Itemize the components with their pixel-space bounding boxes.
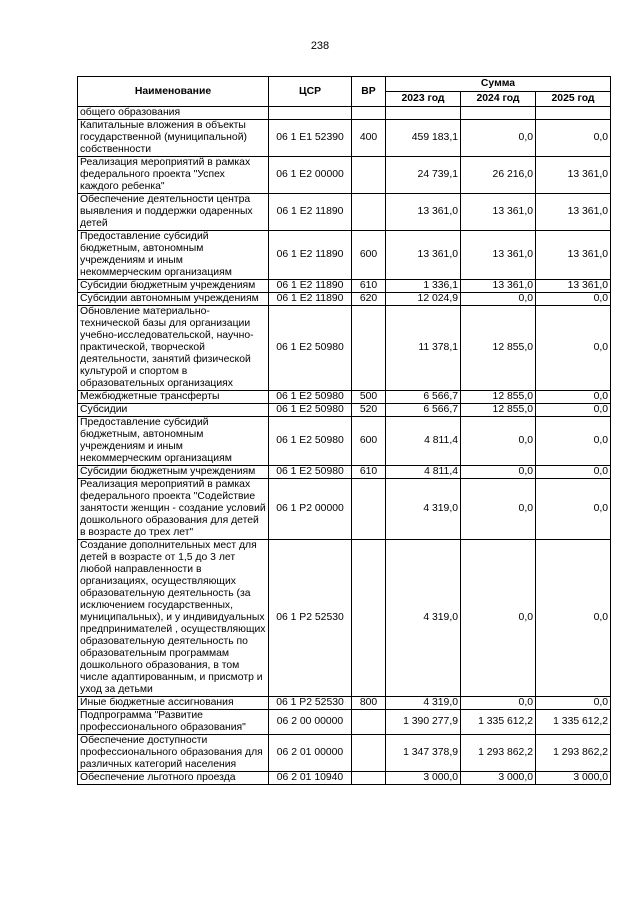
row-csr: 06 1 E2 50980 [269,391,352,404]
row-value-2025: 0,0 [536,120,611,157]
row-name: Подпрограмма "Развитие профессионального образования" [78,710,269,735]
header-sum: Сумма [386,77,611,92]
table-row [78,735,611,772]
row-value-2025: 1 293 862,2 [536,735,611,772]
table-row [78,540,611,697]
row-value-2025 [536,107,611,120]
table-row [78,710,611,735]
table-row [78,479,611,540]
row-value-2025: 13 361,0 [536,280,611,293]
row-vr: 520 [352,404,386,417]
table-row [78,697,611,710]
table-row [78,157,611,194]
table-row [78,772,611,785]
table-row [78,194,611,231]
row-value-2023: 6 566,7 [386,391,461,404]
row-csr: 06 1 P2 00000 [269,479,352,540]
budget-table [77,76,611,785]
row-name: Субсидии [78,404,269,417]
row-value-2023: 4 319,0 [386,479,461,540]
row-vr: 800 [352,697,386,710]
row-vr [352,540,386,697]
row-value-2025: 0,0 [536,466,611,479]
row-vr [352,194,386,231]
table-row [78,417,611,466]
row-value-2024: 12 855,0 [461,306,536,391]
row-value-2023: 3 000,0 [386,772,461,785]
row-value-2023: 12 024,9 [386,293,461,306]
header-name: Наименование [78,77,269,107]
row-value-2024: 12 855,0 [461,404,536,417]
row-value-2023: 13 361,0 [386,194,461,231]
table-header [78,77,611,107]
row-value-2024: 13 361,0 [461,194,536,231]
row-name: Предоставление субсидий бюджетным, автономным учреждениям и иным некоммерческим организациям [78,231,269,280]
row-name: Обновление материально-технической базы для организации учебно-исследовательской, научно-практической, творческой деятельности, занятий физической культурой и спортом в образовательных организациях [78,306,269,391]
row-value-2023: 6 566,7 [386,404,461,417]
row-csr: 06 1 E1 52390 [269,120,352,157]
row-value-2024: 0,0 [461,293,536,306]
row-value-2024: 12 855,0 [461,391,536,404]
row-value-2023: 4 811,4 [386,417,461,466]
row-csr: 06 1 P2 52530 [269,697,352,710]
row-value-2025: 0,0 [536,540,611,697]
row-value-2023: 4 319,0 [386,540,461,697]
row-value-2025: 0,0 [536,697,611,710]
row-vr [352,157,386,194]
table-row [78,293,611,306]
row-vr [352,710,386,735]
row-value-2025: 0,0 [536,306,611,391]
header-vr: ВР [352,77,386,107]
row-value-2024: 1 335 612,2 [461,710,536,735]
row-csr: 06 1 P2 52530 [269,540,352,697]
row-value-2024: 13 361,0 [461,231,536,280]
row-csr: 06 2 01 10940 [269,772,352,785]
row-name: Реализация мероприятий в рамках федерального проекта "Успех каждого ребенка" [78,157,269,194]
table-row [78,391,611,404]
row-value-2023: 11 378,1 [386,306,461,391]
row-value-2023: 4 811,4 [386,466,461,479]
row-value-2024 [461,107,536,120]
row-csr: 06 1 E2 11890 [269,231,352,280]
row-vr: 500 [352,391,386,404]
row-value-2024: 3 000,0 [461,772,536,785]
row-csr: 06 1 E2 50980 [269,417,352,466]
row-vr: 600 [352,417,386,466]
row-value-2025: 1 335 612,2 [536,710,611,735]
row-value-2025: 13 361,0 [536,194,611,231]
table-row [78,231,611,280]
row-vr [352,735,386,772]
row-name: Капитальные вложения в объекты государственной (муниципальной) собственности [78,120,269,157]
row-vr: 400 [352,120,386,157]
row-vr: 620 [352,293,386,306]
row-value-2025: 13 361,0 [536,231,611,280]
row-value-2024: 0,0 [461,417,536,466]
row-vr [352,306,386,391]
row-value-2025: 0,0 [536,293,611,306]
row-value-2025: 3 000,0 [536,772,611,785]
table-row [78,280,611,293]
row-vr [352,107,386,120]
row-value-2024: 0,0 [461,120,536,157]
row-csr: 06 1 E2 11890 [269,194,352,231]
table-row [78,306,611,391]
row-vr: 600 [352,231,386,280]
row-name: Субсидии автономным учреждениям [78,293,269,306]
row-value-2023 [386,107,461,120]
row-value-2025: 0,0 [536,391,611,404]
table-body [78,107,611,785]
header-year-2024: 2024 год [461,92,536,107]
row-vr: 610 [352,280,386,293]
row-csr [269,107,352,120]
row-csr: 06 2 01 00000 [269,735,352,772]
table-row [78,120,611,157]
row-value-2025: 0,0 [536,417,611,466]
header-csr: ЦСР [269,77,352,107]
row-name: общего образования [78,107,269,120]
row-value-2023: 459 183,1 [386,120,461,157]
row-value-2023: 1 390 277,9 [386,710,461,735]
table-row [78,404,611,417]
row-value-2024: 13 361,0 [461,280,536,293]
row-name: Субсидии бюджетным учреждениям [78,280,269,293]
row-name: Субсидии бюджетным учреждениям [78,466,269,479]
row-csr: 06 1 E2 11890 [269,280,352,293]
row-csr: 06 1 E2 11890 [269,293,352,306]
row-name: Иные бюджетные ассигнования [78,697,269,710]
row-csr: 06 2 00 00000 [269,710,352,735]
row-value-2025: 0,0 [536,479,611,540]
row-csr: 06 1 E2 00000 [269,157,352,194]
row-name: Предоставление субсидий бюджетным, автономным учреждениям и иным некоммерческим организациям [78,417,269,466]
row-value-2023: 4 319,0 [386,697,461,710]
row-value-2024: 0,0 [461,540,536,697]
row-value-2023: 1 336,1 [386,280,461,293]
page-number: 238 [310,40,330,52]
row-name: Обеспечение деятельности центра выявления и поддержки одаренных детей [78,194,269,231]
table-row [78,107,611,120]
row-vr: 610 [352,466,386,479]
header-year-2023: 2023 год [386,92,461,107]
row-value-2023: 1 347 378,9 [386,735,461,772]
row-value-2024: 26 216,0 [461,157,536,194]
row-csr: 06 1 E2 50980 [269,306,352,391]
table-row [78,466,611,479]
row-value-2023: 13 361,0 [386,231,461,280]
row-value-2025: 0,0 [536,404,611,417]
row-value-2025: 13 361,0 [536,157,611,194]
row-vr [352,479,386,540]
row-name: Создание дополнительных мест для детей в возрасте от 1,5 до 3 лет любой направленности в организациях, осуществляющих образовательную деятельность (за исключением государственных, муниципальных), и у индивидуальных предпринимателей , осуществляющих образовательную деятельность по образовательным программам дошкольного образования, в том числе адаптированным, и присмотр и уход за детьми [78,540,269,697]
row-value-2024: 0,0 [461,466,536,479]
header-year-2025: 2025 год [536,92,611,107]
row-value-2024: 0,0 [461,479,536,540]
row-vr [352,772,386,785]
row-name: Обеспечение льготного проезда [78,772,269,785]
row-name: Обеспечение доступности профессионального образования для различных категорий населения [78,735,269,772]
row-name: Межбюджетные трансферты [78,391,269,404]
row-value-2024: 1 293 862,2 [461,735,536,772]
row-value-2024: 0,0 [461,697,536,710]
row-name: Реализация мероприятий в рамках федерального проекта "Содействие занятости женщин - создание условий дошкольного образования для детей в возрасте до трех лет" [78,479,269,540]
row-csr: 06 1 E2 50980 [269,466,352,479]
row-csr: 06 1 E2 50980 [269,404,352,417]
row-value-2023: 24 739,1 [386,157,461,194]
